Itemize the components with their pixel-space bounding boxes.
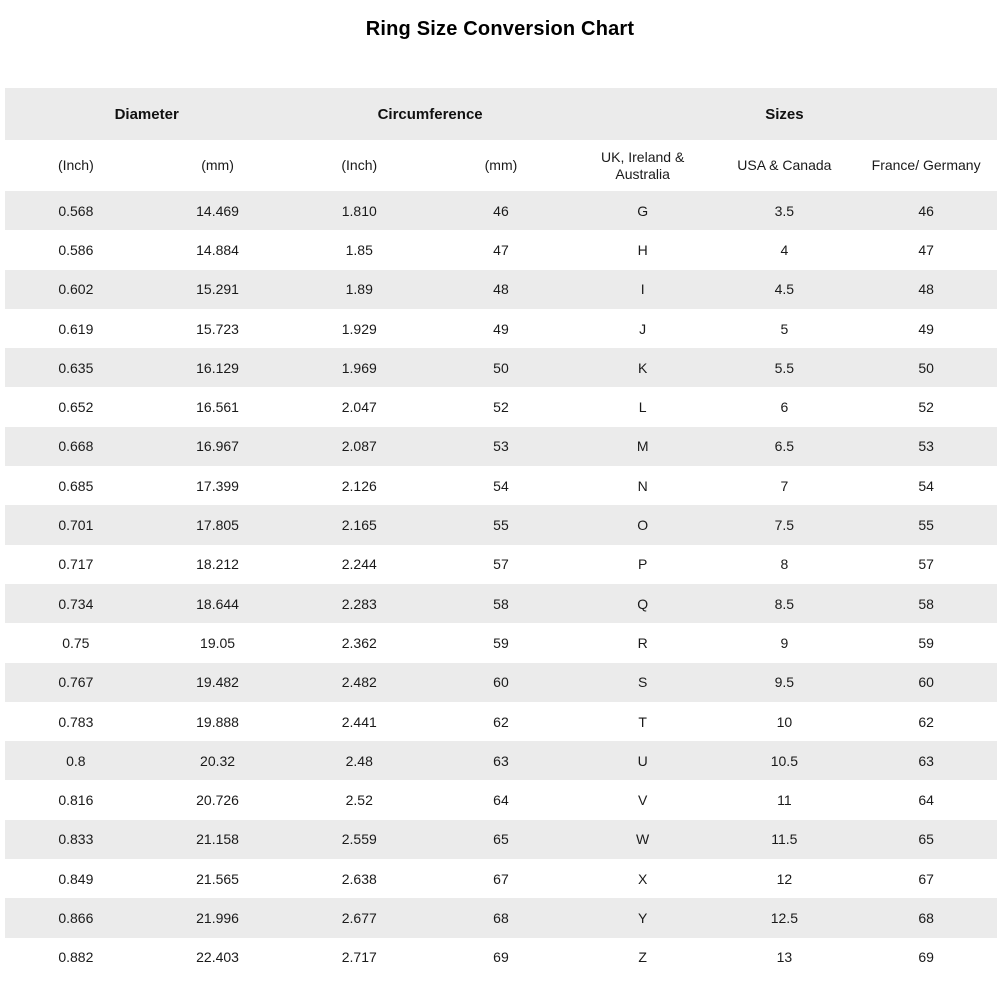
table-cell: 69 <box>855 938 997 977</box>
table-cell: 48 <box>855 270 997 309</box>
table-cell: 2.362 <box>288 623 430 662</box>
table-cell: 0.602 <box>5 270 147 309</box>
table-cell: 50 <box>855 348 997 387</box>
table-row <box>5 230 997 269</box>
table-cell: I <box>572 270 714 309</box>
table-cell: 0.568 <box>5 191 147 230</box>
table-cell: N <box>572 466 714 505</box>
table-cell: 9.5 <box>714 663 856 702</box>
table-cell: 0.783 <box>5 702 147 741</box>
table-cell: 54 <box>855 466 997 505</box>
table-cell: 0.701 <box>5 505 147 544</box>
group-header-diameter: Diameter <box>5 88 288 140</box>
table-cell: 12 <box>714 859 856 898</box>
table-cell: 2.638 <box>288 859 430 898</box>
table-cell: 53 <box>855 427 997 466</box>
group-header-sizes: Sizes <box>572 88 997 140</box>
table-cell: 49 <box>430 309 572 348</box>
table-cell: 62 <box>430 702 572 741</box>
table-cell: 20.726 <box>147 780 289 819</box>
group-header-circumference: Circumference <box>288 88 571 140</box>
table-cell: 2.283 <box>288 584 430 623</box>
table-row <box>5 387 997 426</box>
table-cell: 1.929 <box>288 309 430 348</box>
table-cell: 2.047 <box>288 387 430 426</box>
table-row <box>5 505 997 544</box>
table-cell: 57 <box>430 545 572 584</box>
table-cell: 2.126 <box>288 466 430 505</box>
table-cell: 19.482 <box>147 663 289 702</box>
table-cell: 0.635 <box>5 348 147 387</box>
table-cell: 18.644 <box>147 584 289 623</box>
table-cell: 8 <box>714 545 856 584</box>
table-cell: Q <box>572 584 714 623</box>
table-cell: 58 <box>855 584 997 623</box>
table-cell: 63 <box>430 741 572 780</box>
table-cell: 2.482 <box>288 663 430 702</box>
table-cell: 4 <box>714 230 856 269</box>
table-cell: 54 <box>430 466 572 505</box>
table-cell: V <box>572 780 714 819</box>
table-cell: H <box>572 230 714 269</box>
table-cell: 2.677 <box>288 898 430 937</box>
table-cell: S <box>572 663 714 702</box>
table-cell: O <box>572 505 714 544</box>
ring-size-conversion-table <box>5 88 997 977</box>
table-cell: 46 <box>855 191 997 230</box>
page-title: Ring Size Conversion Chart <box>365 18 635 40</box>
table-cell: 64 <box>855 780 997 819</box>
table-cell: 11 <box>714 780 856 819</box>
column-header-usa-canada: USA & Canada <box>714 140 856 191</box>
table-cell: 6.5 <box>714 427 856 466</box>
table-cell: 12.5 <box>714 898 856 937</box>
table-cell: 53 <box>430 427 572 466</box>
table-cell: P <box>572 545 714 584</box>
table-row <box>5 584 997 623</box>
table-cell: 21.158 <box>147 820 289 859</box>
table-row <box>5 466 997 505</box>
table-cell: 17.805 <box>147 505 289 544</box>
table-cell: 2.48 <box>288 741 430 780</box>
table-cell: 0.717 <box>5 545 147 584</box>
table-cell: 14.469 <box>147 191 289 230</box>
table-cell: 19.888 <box>147 702 289 741</box>
table-cell: 0.767 <box>5 663 147 702</box>
table-cell: 63 <box>855 741 997 780</box>
table-cell: 48 <box>430 270 572 309</box>
table-cell: 47 <box>430 230 572 269</box>
table-row <box>5 427 997 466</box>
table-cell: 46 <box>430 191 572 230</box>
table-row <box>5 702 997 741</box>
table-cell: 0.685 <box>5 466 147 505</box>
table-cell: 47 <box>855 230 997 269</box>
table-cell: 0.652 <box>5 387 147 426</box>
table-row <box>5 898 997 937</box>
table-cell: 15.291 <box>147 270 289 309</box>
table-cell: 10 <box>714 702 856 741</box>
table-row <box>5 741 997 780</box>
column-header-circumference-inch: (Inch) <box>288 140 430 191</box>
table-header <box>5 88 997 191</box>
table-cell: 22.403 <box>147 938 289 977</box>
table-cell: 59 <box>855 623 997 662</box>
table-cell: 3.5 <box>714 191 856 230</box>
table-cell: 0.75 <box>5 623 147 662</box>
table-cell: 0.734 <box>5 584 147 623</box>
table-cell: 6 <box>714 387 856 426</box>
table-cell: 13 <box>714 938 856 977</box>
table-row <box>5 780 997 819</box>
table-cell: 7 <box>714 466 856 505</box>
table-cell: U <box>572 741 714 780</box>
table-cell: 16.129 <box>147 348 289 387</box>
table-cell: 2.559 <box>288 820 430 859</box>
table-cell: K <box>572 348 714 387</box>
table-cell: 60 <box>430 663 572 702</box>
table-cell: 0.619 <box>5 309 147 348</box>
table-cell: 2.441 <box>288 702 430 741</box>
table-row <box>5 820 997 859</box>
table-cell: 2.244 <box>288 545 430 584</box>
table-cell: 20.32 <box>147 741 289 780</box>
table-cell: 64 <box>430 780 572 819</box>
table-cell: 0.8 <box>5 741 147 780</box>
table-cell: R <box>572 623 714 662</box>
table-cell: 5.5 <box>714 348 856 387</box>
table-cell: 8.5 <box>714 584 856 623</box>
table-cell: 2.087 <box>288 427 430 466</box>
table-cell: 16.561 <box>147 387 289 426</box>
column-header-diameter-mm: (mm) <box>147 140 289 191</box>
table-cell: 2.165 <box>288 505 430 544</box>
table-cell: 4.5 <box>714 270 856 309</box>
table-cell: M <box>572 427 714 466</box>
table-cell: 0.833 <box>5 820 147 859</box>
table-cell: 60 <box>855 663 997 702</box>
table-cell: T <box>572 702 714 741</box>
table-cell: 1.969 <box>288 348 430 387</box>
table-cell: 50 <box>430 348 572 387</box>
table-cell: 18.212 <box>147 545 289 584</box>
table-body <box>5 191 997 977</box>
table-cell: 2.717 <box>288 938 430 977</box>
table-cell: G <box>572 191 714 230</box>
table-cell: Z <box>572 938 714 977</box>
table-cell: 15.723 <box>147 309 289 348</box>
table-cell: 17.399 <box>147 466 289 505</box>
table-cell: 7.5 <box>714 505 856 544</box>
table-cell: 69 <box>430 938 572 977</box>
table-cell: 67 <box>855 859 997 898</box>
table-cell: 19.05 <box>147 623 289 662</box>
table-row <box>5 859 997 898</box>
table-cell: 10.5 <box>714 741 856 780</box>
table-row <box>5 270 997 309</box>
table-row <box>5 348 997 387</box>
table-cell: 55 <box>430 505 572 544</box>
table-cell: X <box>572 859 714 898</box>
table-cell: 0.849 <box>5 859 147 898</box>
table-cell: 68 <box>855 898 997 937</box>
table-row <box>5 663 997 702</box>
table-cell: 21.996 <box>147 898 289 937</box>
table-cell: 16.967 <box>147 427 289 466</box>
table-row <box>5 309 997 348</box>
table-cell: 52 <box>855 387 997 426</box>
table-cell: 65 <box>855 820 997 859</box>
table-cell: 11.5 <box>714 820 856 859</box>
group-header-row <box>5 88 997 140</box>
table-cell: Y <box>572 898 714 937</box>
table-row <box>5 623 997 662</box>
table-cell: 1.810 <box>288 191 430 230</box>
table-row <box>5 938 997 977</box>
table-cell: 1.85 <box>288 230 430 269</box>
table-cell: 59 <box>430 623 572 662</box>
table-cell: J <box>572 309 714 348</box>
column-header-row <box>5 140 997 191</box>
table-cell: 52 <box>430 387 572 426</box>
table-cell: W <box>572 820 714 859</box>
table-cell: 5 <box>714 309 856 348</box>
table-cell: L <box>572 387 714 426</box>
column-header-circumference-mm: (mm) <box>430 140 572 191</box>
table-cell: 14.884 <box>147 230 289 269</box>
column-header-diameter-inch: (Inch) <box>5 140 147 191</box>
table-row <box>5 191 997 230</box>
table-cell: 49 <box>855 309 997 348</box>
table-cell: 58 <box>430 584 572 623</box>
table-cell: 65 <box>430 820 572 859</box>
table-cell: 0.668 <box>5 427 147 466</box>
table-cell: 0.816 <box>5 780 147 819</box>
table-cell: 62 <box>855 702 997 741</box>
table-cell: 1.89 <box>288 270 430 309</box>
table-cell: 55 <box>855 505 997 544</box>
table-row <box>5 545 997 584</box>
table-cell: 57 <box>855 545 997 584</box>
table-cell: 9 <box>714 623 856 662</box>
table-cell: 21.565 <box>147 859 289 898</box>
column-header-uk-ireland-australia: UK, Ireland & Australia <box>572 140 714 191</box>
table-cell: 0.882 <box>5 938 147 977</box>
column-header-france-germany: France/ Germany <box>855 140 997 191</box>
table-cell: 0.586 <box>5 230 147 269</box>
table-cell: 2.52 <box>288 780 430 819</box>
table-cell: 67 <box>430 859 572 898</box>
table-cell: 0.866 <box>5 898 147 937</box>
table-cell: 68 <box>430 898 572 937</box>
